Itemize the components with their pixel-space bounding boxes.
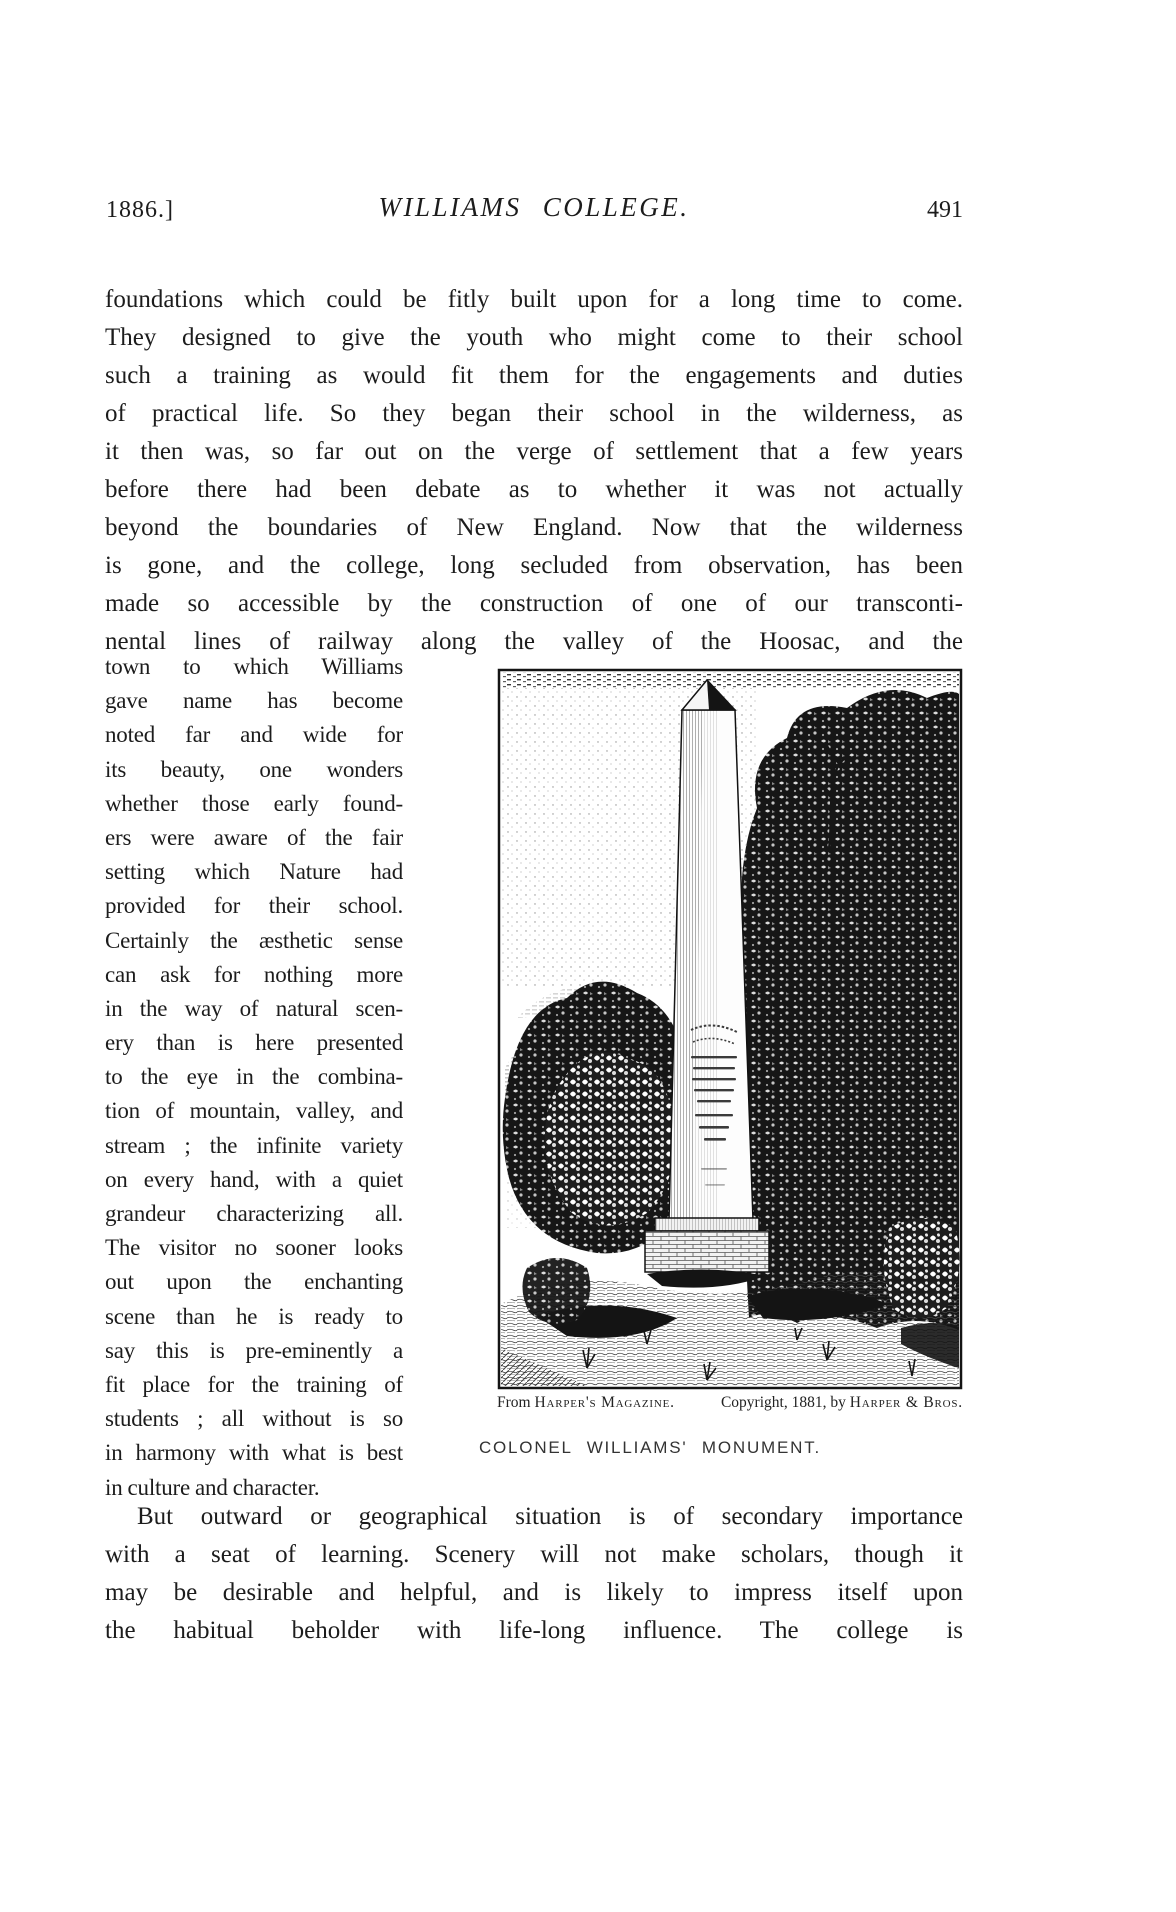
text-line: Certainly the æsthetic sense (105, 927, 403, 953)
text-line: grandeur characterizing all. (105, 1201, 403, 1226)
left-foliage (503, 982, 694, 1254)
text-line: The visitor no sooner looks (105, 1235, 403, 1261)
text-line: such a training as would fit them for the engagements and duties (105, 362, 963, 389)
text-line: out upon the enchanting (105, 1269, 403, 1295)
text-line: foundations which could be fitly built upon for a long time to come. (105, 286, 963, 313)
text-line: before there had been debate as to whether it was not actually (105, 476, 963, 503)
text-line: can ask for nothing more (105, 961, 403, 987)
text-line: ery than is here presented (105, 1030, 403, 1056)
text-line: on every hand, with a quiet (105, 1166, 403, 1192)
text-line: tion of mountain, valley, and (105, 1098, 403, 1124)
text-line: in culture and character. (105, 1474, 320, 1500)
text-line: it then was, so far out on the verge of settlement that a few years (105, 438, 963, 465)
text-line: its beauty, one wonders (105, 756, 403, 782)
text-line: noted far and wide for (105, 722, 403, 748)
text-line: the habitual beholder with life-long influence. The college is (105, 1617, 963, 1644)
monument-pedestal (645, 1218, 769, 1272)
paragraph-bottom (105, 1498, 963, 1650)
text-line: with a seat of learning. Scenery will not make scholars, though it (105, 1541, 963, 1568)
text-line: scene than he is ready to (105, 1303, 403, 1329)
header-date: 1886.] (106, 197, 174, 223)
text-line: in the way of natural scen- (105, 995, 403, 1021)
illustration-title: COLONEL WILLIAMS' MONUMENT. (478, 1438, 822, 1457)
credit-copyright: Copyright, 1881, by Harper & Bros. (720, 1394, 963, 1411)
header-title: WILLIAMS COLLEGE. (378, 192, 690, 222)
paragraph-top (105, 281, 963, 661)
text-line: ers were aware of the fair (105, 824, 403, 850)
text-line: nental lines of railway along the valley of the Hoosac, and the (105, 628, 963, 655)
text-line: made so accessible by the construction of one of our transconti- (105, 590, 963, 617)
text-line: beyond the boundaries of New England. Now that the wilderness (105, 514, 963, 541)
text-line: fit place for the training of (105, 1371, 403, 1397)
text-line: gave name has become (105, 688, 403, 714)
header-page-number: 491 (927, 197, 963, 223)
text-line: students ; all without is so (105, 1406, 403, 1432)
paragraph-left-column (105, 650, 403, 1505)
text-line: is gone, and the college, long secluded from observation, has been (105, 552, 963, 579)
text-line: whether those early found- (105, 790, 403, 816)
text-line: But outward or geographical situation is of secondary importance (137, 1503, 963, 1530)
text-line: in harmony with what is best (105, 1440, 403, 1466)
illustration-credit-line (497, 1394, 963, 1412)
text-line: say this is pre-eminently a (105, 1337, 403, 1363)
text-line: provided for their school. (105, 893, 403, 919)
text-line: of practical life. So they began their school in the wilderness, as (105, 400, 963, 427)
credit-source: From Harper's Magazine. (497, 1394, 675, 1411)
text-line: town to which Williams (105, 654, 403, 679)
text-line: They designed to give the youth who might come to their school (105, 324, 963, 351)
text-line: setting which Nature had (105, 859, 403, 885)
text-line: to the eye in the combina- (105, 1064, 403, 1090)
text-line: stream ; the infinite variety (105, 1132, 403, 1158)
text-line: may be desirable and helpful, and is likely to impress itself upon (105, 1579, 963, 1606)
monument-illustration (497, 668, 963, 1390)
